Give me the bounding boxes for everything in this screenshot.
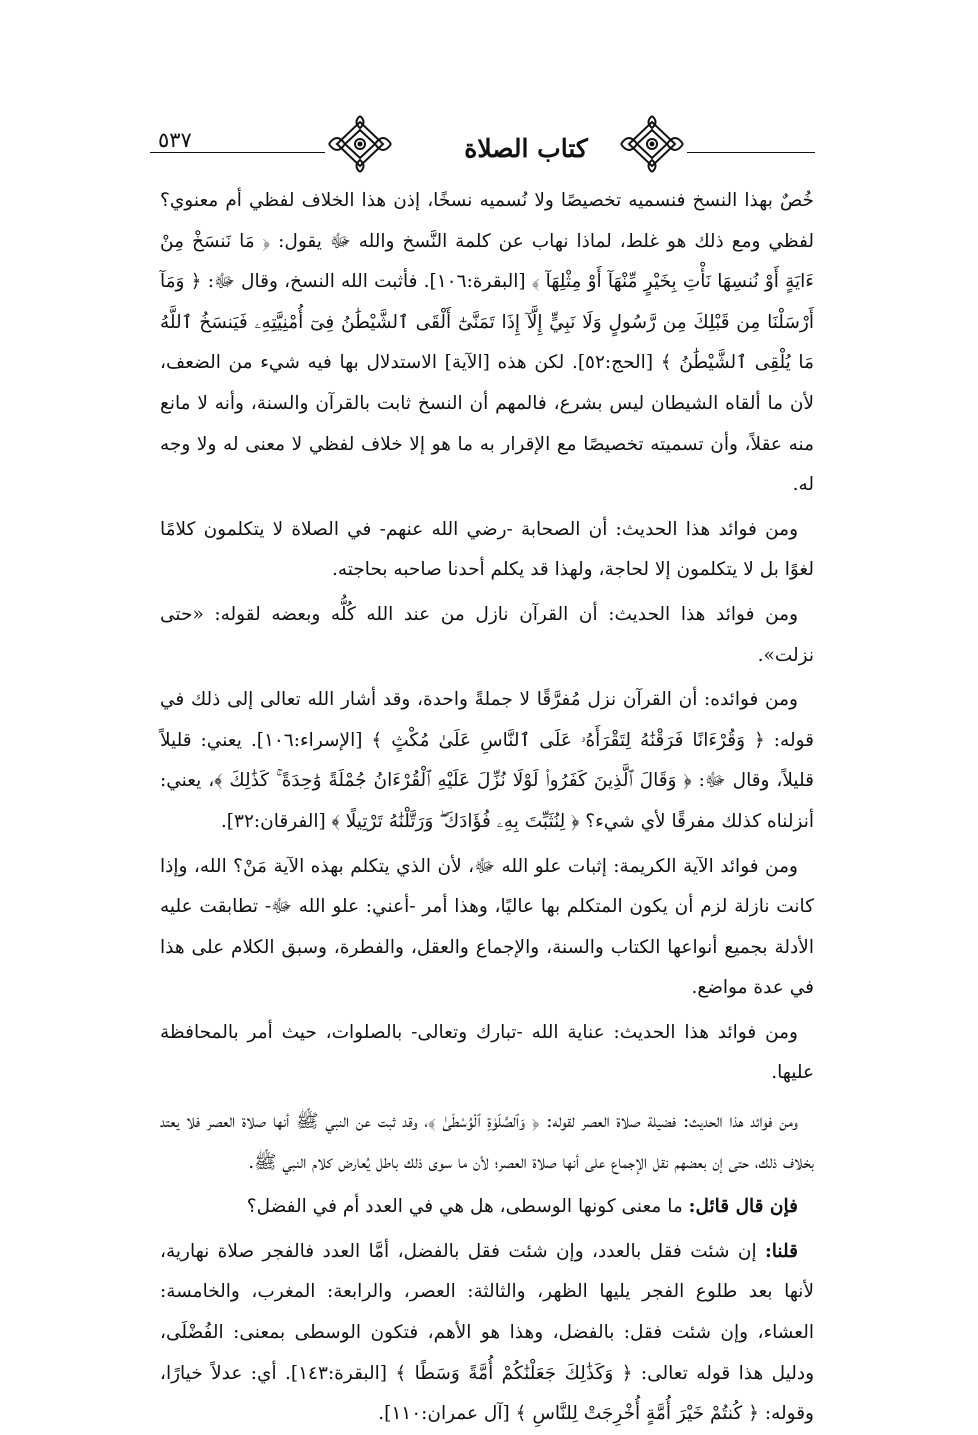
page-number: ٥٣٧ bbox=[158, 128, 192, 152]
question-lead: فإن قال قائل: bbox=[688, 1196, 798, 1218]
header-rule-left bbox=[150, 152, 325, 153]
paragraph-answer: قلنا: إن شئت فقل بالعدد، وإن شئت فقل بالفضل، أمَّا العدد فالفجر صلاة نهارية، لأنها بعد طلوع الفجر يليها الظهر، والثالثة: العصر، والرابعة: المغرب، والخامسة: العشاء، وإن شئت فقل: بالفضل، وهذا هو الأهم، فتكون الوسطى بمعنى: الفُضْلَى، ودليل هذا قوله تعالى: ﴿ وَكَذَٰلِكَ جَعَلْنَٰكُمْ أُمَّةً وَسَطًا ﴾ [البقرة:١٤٣]. أي: عدلاً خيارًا، وقوله: ﴿ كُنتُمْ خَيْرَ أُمَّةٍ أُخْرِجَتْ لِلنَّاسِ ﴾ [آل عمران:١١٠]. bbox=[160, 1240, 815, 1425]
paragraph: ومن فوائد هذا الحديث: فضيلة صلاة العصر لقوله: ﴿ وَٱلصَّلَوٰةِ ٱلْوُسْطَىٰ ﴾، وقد ثبت عن النبي ﷺ أنها صلاة العصر فلا يعتد بخلاف ذلك، حتى إن بعضهم نقل الإجماع على أنها صلاة العصر؛ لأن ما سوى ذلك باطل يُعارض كلام النبي ﷺ. bbox=[160, 1111, 814, 1173]
chapter-title: كتاب الصلاة bbox=[464, 134, 588, 163]
page-header bbox=[150, 108, 815, 178]
paragraph: ومن فوائد هذا الحديث: عناية الله -تبارك وتعالى- بالصلوات، حيث أمر بالمحافظة عليها. bbox=[160, 1021, 814, 1084]
paragraph: خُصٌ بهذا النسخ فنسميه تخصيصًا ولا نُسميه نسخًا، إذن هذا الخلاف لفظي أم معنوي؟ لفظي ومع ذلك هو غلط، لماذا نهاب عن كلمة النَّسخ والله ﷻ يقول: ﴿ مَا نَنسَخْ مِنْ ءَايَةٍ أَوْ نُنسِهَا نَأْتِ بِخَيْرٍ مِّنْهَآ أَوْ مِثْلِهَآ ﴾ [البقرة:١٠٦]. فأثبت الله النسخ، وقال ﷻ: ﴿ وَمَآ أَرْسَلْنَا مِن قَبْلِكَ مِن رَّسُولٍ وَلَا نَبِيٍّ إِلَّآ إِذَا تَمَنَّىٰٓ أَلْقَى ٱلشَّيْطَٰنُ فِىٓ أُمْنِيَّتِهِۦ فَيَنسَخُ ٱللَّهُ مَا يُلْقِى ٱلشَّيْطَٰنُ ﴾ [الحج:٥٢]. لكن هذه [الآية] الاستدلال بها فيه شيء من الضعف، لأن ما ألقاه الشيطان ليس بشرع، فالمهم أن النسخ ثابت بالقرآن والسنة، وأنه لا مانع منه عقلاً، وأن تسميته تخصيصًا مع الإقرار به ما هو إلا خلاف لفظي لا معنى له ولا وجه له. bbox=[160, 190, 814, 496]
answer-lead: قلنا: bbox=[764, 1240, 798, 1262]
paragraph-question: فإن قال قائل: ما معنى كونها الوسطى، هل هي في العدد أم في الفضل؟ bbox=[246, 1196, 798, 1218]
ornament-right-icon bbox=[617, 114, 687, 174]
body-text bbox=[160, 181, 814, 1435]
paragraph: ومن فوائده: أن القرآن نزل مُفرَّقًا لا جملةً واحدة، وقد أشار الله تعالى إلى ذلك في قوله: ﴿ وَقُرْءَانًا فَرَقْنَٰهُ لِتَقْرَأَهُۥ عَلَى ٱلنَّاسِ عَلَىٰ مُكْثٍ ﴾ [الإسراء:١٠٦]. يعني: قليلاً قليلاً، وقال ﷻ: ﴿ وَقَالَ ٱلَّذِينَ كَفَرُوا۟ لَوْلَا نُزِّلَ عَلَيْهِ ٱلْقُرْءَانُ جُمْلَةً وَٰحِدَةً ۚ كَذَٰلِكَ ﴾، يعني: أنزلناه كذلك مفرقًا لأي شيء؟ ﴿ لِنُثَبِّتَ بِهِۦ فُؤَادَكَ ۖ وَرَتَّلْنَٰهُ تَرْتِيلًا ﴾ [الفرقان:٣٢]. bbox=[160, 689, 814, 832]
paragraph: ومن فوائد الآية الكريمة: إثبات علو الله ﷻ، لأن الذي يتكلم بهذه الآية مَنْ؟ الله، وإذا كانت نازلة لزم أن يكون المتكلم بها عاليًا، وهذا أمر -أعني: علو الله ﷻ- تطابقت عليه الأدلة بجميع أنواعها الكتاب والسنة، والإجماع والعقل، والفطرة، وسبق الكلام على هذا في عدة مواضع. bbox=[160, 855, 814, 999]
header-rule-right bbox=[687, 152, 815, 153]
ornament-left-icon bbox=[325, 114, 395, 174]
paragraph: ومن فوائد هذا الحديث: أن الصحابة -رضي الله عنهم- في الصلاة لا يتكلمون كلامًا لغوًا بل لا يتكلمون إلا لحاجة، ولهذا قد يكلم أحدنا صاحبه بحاجته. bbox=[160, 518, 814, 581]
paragraph: ومن فوائد هذا الحديث: أن القرآن نازل من عند الله كُلُّه وبعضه لقوله: «حتى نزلت». bbox=[160, 603, 814, 666]
